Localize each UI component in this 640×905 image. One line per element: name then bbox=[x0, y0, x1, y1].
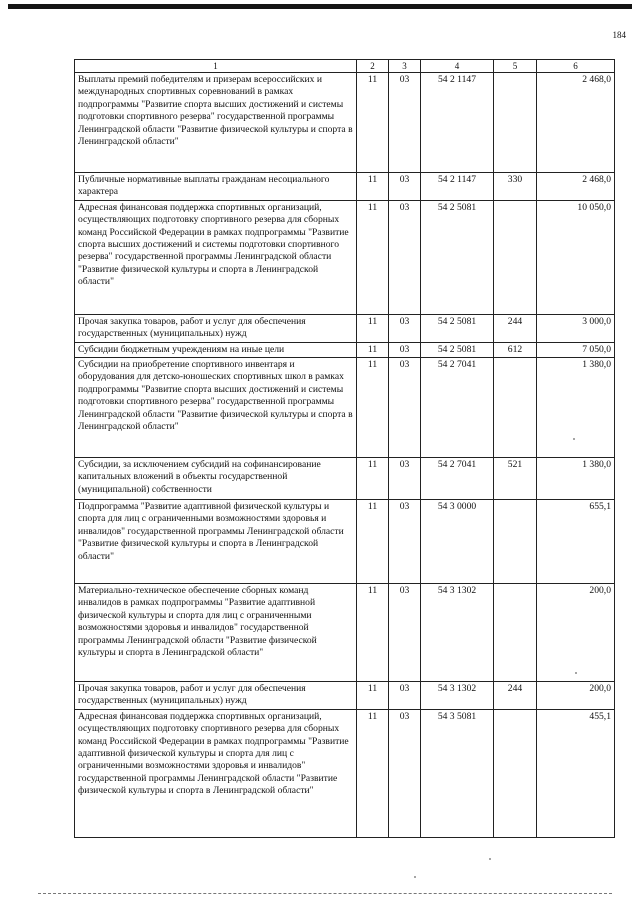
budget-table bbox=[74, 59, 615, 838]
row-expense-type: 521 bbox=[494, 458, 537, 500]
row-section: 11 bbox=[357, 358, 389, 458]
bottom-scan-line bbox=[38, 893, 612, 894]
row-amount: 200,0 bbox=[537, 584, 615, 682]
row-name: Адресная финансовая поддержка спортивных организаций, осуществляющих подготовку спортивного резерва для сборных команд Российской Федерации в рамках подпрограммы "Развитие адаптивной физической культуры и спорта для лиц с ограниченными возможностями здоровья и инвалидов" государственной программы Ленинградской области "Развитие физической культуры и спорта в Ленинградской области" bbox=[75, 709, 357, 837]
row-amount: 1 380,0 bbox=[537, 458, 615, 500]
row-target-code: 54 2 5081 bbox=[421, 200, 494, 314]
table-row bbox=[75, 709, 615, 837]
row-expense-type bbox=[494, 584, 537, 682]
row-expense-type bbox=[494, 358, 537, 458]
table-row bbox=[75, 500, 615, 584]
row-name: Подпрограмма "Развитие адаптивной физической культуры и спорта для лиц с ограниченными возможностями здоровья и инвалидов" государственной программы Ленинградской области "Развитие физической культуры и спорта в Ленинградской области" bbox=[75, 500, 357, 584]
row-amount: 3 000,0 bbox=[537, 314, 615, 342]
row-name: Субсидии бюджетным учреждениям на иные цели bbox=[75, 342, 357, 357]
row-amount: 200,0 bbox=[537, 682, 615, 710]
row-name: Прочая закупка товаров, работ и услуг для обеспечения государственных (муниципальных) нужд bbox=[75, 314, 357, 342]
row-section: 11 bbox=[357, 314, 389, 342]
row-subsection: 03 bbox=[389, 173, 421, 201]
row-name: Материально-техническое обеспечение сборных команд инвалидов в рамках подпрограммы "Развитие адаптивной физической культуры и спорта для лиц с ограниченными возможностями здоровья и инвалидов" государственной программы Ленинградской области "Развитие физической культуры и спорта в Ленинградской области" bbox=[75, 584, 357, 682]
header-cell-6: 6 bbox=[537, 60, 615, 73]
table-row bbox=[75, 342, 615, 357]
header-cell-4: 4 bbox=[421, 60, 494, 73]
table-row bbox=[75, 173, 615, 201]
row-name: Субсидии, за исключением субсидий на софинансирование капитальных вложений в объекты государственной (муниципальной) собственности bbox=[75, 458, 357, 500]
row-name: Публичные нормативные выплаты гражданам несоциального характера bbox=[75, 173, 357, 201]
header-cell-2: 2 bbox=[357, 60, 389, 73]
row-section: 11 bbox=[357, 73, 389, 173]
row-amount: 7 050,0 bbox=[537, 342, 615, 357]
row-subsection: 03 bbox=[389, 682, 421, 710]
row-section: 11 bbox=[357, 342, 389, 357]
header-cell-3: 3 bbox=[389, 60, 421, 73]
row-target-code: 54 2 1147 bbox=[421, 73, 494, 173]
row-name: Субсидии на приобретение спортивного инвентаря и оборудования для детско-юношеских спортивных школ в рамках подпрограммы "Развитие спорта высших достижений и системы подготовки спортивного резерва" государственной программы Ленинградской области "Развитие физической культуры и спорта в Ленинградской области" bbox=[75, 358, 357, 458]
row-section: 11 bbox=[357, 682, 389, 710]
top-scan-bar bbox=[8, 4, 632, 9]
header-row bbox=[75, 60, 615, 73]
row-section: 11 bbox=[357, 458, 389, 500]
scan-speck bbox=[489, 858, 491, 860]
page-number: 184 bbox=[612, 30, 626, 40]
row-target-code: 54 3 0000 bbox=[421, 500, 494, 584]
row-amount: 10 050,0 bbox=[537, 200, 615, 314]
scan-speck bbox=[573, 438, 575, 440]
row-subsection: 03 bbox=[389, 709, 421, 837]
row-section: 11 bbox=[357, 584, 389, 682]
row-subsection: 03 bbox=[389, 500, 421, 584]
row-section: 11 bbox=[357, 200, 389, 314]
row-amount: 1 380,0 bbox=[537, 358, 615, 458]
row-expense-type bbox=[494, 500, 537, 584]
table-row bbox=[75, 584, 615, 682]
row-subsection: 03 bbox=[389, 200, 421, 314]
row-section: 11 bbox=[357, 500, 389, 584]
row-target-code: 54 2 1147 bbox=[421, 173, 494, 201]
row-name: Выплаты премий победителям и призерам всероссийских и международных спортивных соревнований в рамках подпрограммы "Развитие спорта высших достижений и системы подготовки спортивного резерва" государственной программы Ленинградской области "Развитие физической культуры и спорта в Ленинградской области" bbox=[75, 73, 357, 173]
scan-speck bbox=[575, 672, 577, 674]
row-target-code: 54 3 5081 bbox=[421, 709, 494, 837]
row-target-code: 54 3 1302 bbox=[421, 584, 494, 682]
row-section: 11 bbox=[357, 173, 389, 201]
row-expense-type: 244 bbox=[494, 314, 537, 342]
row-expense-type bbox=[494, 200, 537, 314]
row-name: Адресная финансовая поддержка спортивных организаций, осуществляющих подготовку спортивного резерва для сборных команд Российской Федерации в рамках подпрограммы "Развитие спорта высших достижений и системы подготовки спортивного резерва" государственной программы Ленинградской области "Развитие физической культуры и спорта в Ленинградской области" bbox=[75, 200, 357, 314]
table-row bbox=[75, 73, 615, 173]
row-amount: 655,1 bbox=[537, 500, 615, 584]
header-cell-1: 1 bbox=[75, 60, 357, 73]
row-expense-type: 612 bbox=[494, 342, 537, 357]
row-amount: 2 468,0 bbox=[537, 173, 615, 201]
row-subsection: 03 bbox=[389, 342, 421, 357]
table-row bbox=[75, 200, 615, 314]
row-expense-type bbox=[494, 73, 537, 173]
row-subsection: 03 bbox=[389, 458, 421, 500]
table-row bbox=[75, 358, 615, 458]
table-row bbox=[75, 682, 615, 710]
row-subsection: 03 bbox=[389, 73, 421, 173]
row-amount: 2 468,0 bbox=[537, 73, 615, 173]
row-expense-type: 330 bbox=[494, 173, 537, 201]
header-cell-5: 5 bbox=[494, 60, 537, 73]
row-target-code: 54 2 7041 bbox=[421, 458, 494, 500]
scan-speck bbox=[414, 876, 416, 878]
row-expense-type: 244 bbox=[494, 682, 537, 710]
row-target-code: 54 3 1302 bbox=[421, 682, 494, 710]
row-section: 11 bbox=[357, 709, 389, 837]
row-subsection: 03 bbox=[389, 358, 421, 458]
row-amount: 455,1 bbox=[537, 709, 615, 837]
row-target-code: 54 2 5081 bbox=[421, 342, 494, 357]
row-target-code: 54 2 7041 bbox=[421, 358, 494, 458]
row-target-code: 54 2 5081 bbox=[421, 314, 494, 342]
row-subsection: 03 bbox=[389, 314, 421, 342]
row-subsection: 03 bbox=[389, 584, 421, 682]
table-row bbox=[75, 314, 615, 342]
row-expense-type bbox=[494, 709, 537, 837]
row-name: Прочая закупка товаров, работ и услуг для обеспечения государственных (муниципальных) нужд bbox=[75, 682, 357, 710]
table-row bbox=[75, 458, 615, 500]
